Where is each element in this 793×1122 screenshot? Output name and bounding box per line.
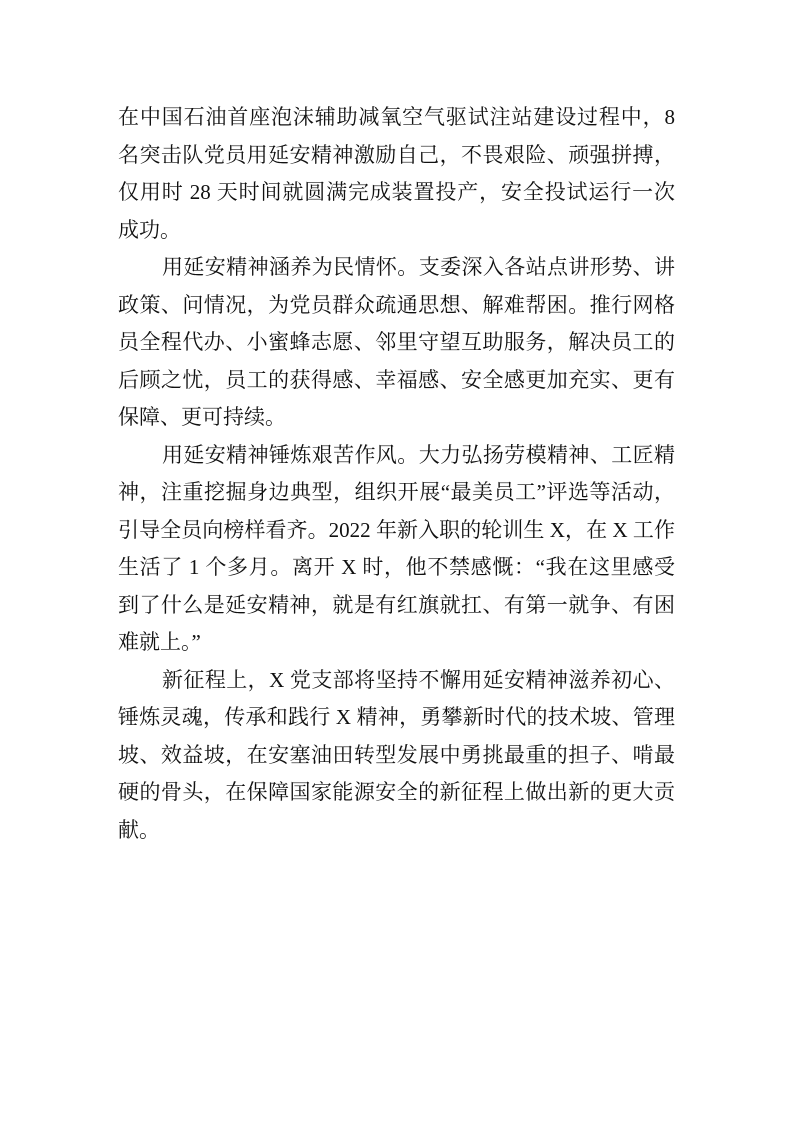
text-line: 成功。: [118, 217, 181, 242]
text-line: 用延安精神锤炼艰苦作风。大力弘扬劳模精神、工匠精: [162, 442, 675, 467]
text-line: 保障、更可持续。: [118, 405, 286, 429]
paragraph: [118, 99, 675, 249]
paragraph: [118, 662, 675, 850]
text-line: 到了什么是延安精神，就是有红旗就扛、有第一就争、有困: [118, 592, 675, 617]
text-line: 神，注重挖掘身边典型，组织开展“最美员工”评选等活动，: [118, 480, 675, 504]
text-line: 员全程代办、小蜜蜂志愿、邻里守望互助服务，解决员工的: [118, 330, 675, 354]
paragraph: [118, 249, 675, 437]
text-line: 引导全员向榜样看齐。2022 年新入职的轮训生 X，在 X 工作: [118, 517, 675, 542]
paragraph: [118, 437, 675, 662]
text-line: 新征程上，X 党支部将坚持不懈用延安精神滋养初心、: [162, 667, 675, 692]
text-line: 锤炼灵魂，传承和践行 X 精神，勇攀新时代的技术坡、管理: [118, 705, 675, 729]
text-line: 政策、问情况，为党员群众疏通思想、解难帮困。推行网格: [118, 292, 675, 317]
text-line: 难就上。”: [118, 630, 201, 654]
text-line: 生活了 1 个多月。离开 X 时，他不禁感慨：“我在这里感受: [118, 555, 675, 579]
text-line: 坡、效益坡，在安塞油田转型发展中勇挑最重的担子、啃最: [118, 742, 675, 767]
text-line: 在中国石油首座泡沫辅助减氧空气驱试注站建设过程中，8: [118, 105, 675, 129]
text-line: 后顾之忧，员工的获得感、幸福感、安全感更加充实、更有: [118, 367, 675, 392]
text-line: 献。: [118, 817, 160, 842]
text-line: 仅用时 28 天时间就圆满完成装置投产，安全投试运行一次: [118, 180, 675, 204]
text-line: 名突击队党员用延安精神激励自己，不畏艰险、顽强拼搏，: [118, 142, 675, 167]
document-page: [118, 99, 675, 849]
text-line: 用延安精神涵养为民情怀。支委深入各站点讲形势、讲: [162, 255, 675, 279]
text-line: 硬的骨头，在保障国家能源安全的新征程上做出新的更大贡: [118, 780, 675, 804]
